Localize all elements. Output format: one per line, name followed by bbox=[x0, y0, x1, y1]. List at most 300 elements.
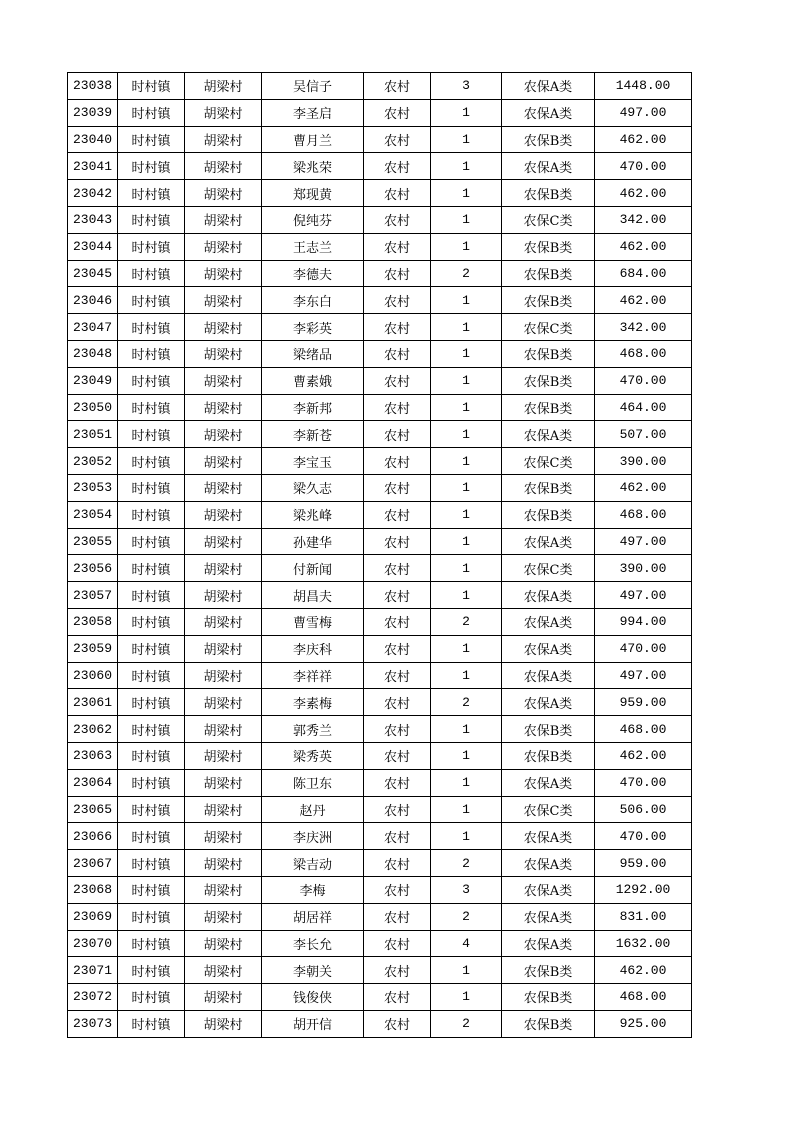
count-cell: 2 bbox=[431, 850, 502, 877]
town-cell: 时村镇 bbox=[118, 340, 185, 367]
count-cell: 2 bbox=[431, 260, 502, 287]
town-cell: 时村镇 bbox=[118, 99, 185, 126]
name-cell: 梁兆峰 bbox=[262, 501, 364, 528]
count-cell: 1 bbox=[431, 474, 502, 501]
table-row bbox=[68, 608, 692, 635]
amount-cell: 959.00 bbox=[595, 850, 692, 877]
town-cell: 时村镇 bbox=[118, 769, 185, 796]
amount-cell: 684.00 bbox=[595, 260, 692, 287]
amount-cell: 468.00 bbox=[595, 340, 692, 367]
area-type-cell: 农村 bbox=[364, 448, 431, 475]
village-cell: 胡梁村 bbox=[185, 582, 262, 609]
town-cell: 时村镇 bbox=[118, 260, 185, 287]
row-id-cell: 23057 bbox=[68, 582, 118, 609]
table-row bbox=[68, 501, 692, 528]
amount-cell: 959.00 bbox=[595, 689, 692, 716]
row-id-cell: 23066 bbox=[68, 823, 118, 850]
row-id-cell: 23051 bbox=[68, 421, 118, 448]
name-cell: 郑现黄 bbox=[262, 180, 364, 207]
count-cell: 1 bbox=[431, 340, 502, 367]
count-cell: 1 bbox=[431, 99, 502, 126]
amount-cell: 342.00 bbox=[595, 206, 692, 233]
table-row bbox=[68, 260, 692, 287]
area-type-cell: 农村 bbox=[364, 876, 431, 903]
row-id-cell: 23042 bbox=[68, 180, 118, 207]
village-cell: 胡梁村 bbox=[185, 367, 262, 394]
row-id-cell: 23043 bbox=[68, 206, 118, 233]
count-cell: 1 bbox=[431, 769, 502, 796]
name-cell: 孙建华 bbox=[262, 528, 364, 555]
table-row bbox=[68, 876, 692, 903]
table-row bbox=[68, 206, 692, 233]
amount-cell: 470.00 bbox=[595, 367, 692, 394]
town-cell: 时村镇 bbox=[118, 233, 185, 260]
row-id-cell: 23046 bbox=[68, 287, 118, 314]
category-cell: 农保A类 bbox=[502, 903, 595, 930]
amount-cell: 468.00 bbox=[595, 716, 692, 743]
table-row bbox=[68, 126, 692, 153]
name-cell: 李庆科 bbox=[262, 635, 364, 662]
count-cell: 1 bbox=[431, 823, 502, 850]
town-cell: 时村镇 bbox=[118, 1010, 185, 1037]
category-cell: 农保C类 bbox=[502, 314, 595, 341]
category-cell: 农保A类 bbox=[502, 769, 595, 796]
area-type-cell: 农村 bbox=[364, 635, 431, 662]
area-type-cell: 农村 bbox=[364, 930, 431, 957]
category-cell: 农保A类 bbox=[502, 608, 595, 635]
category-cell: 农保C类 bbox=[502, 796, 595, 823]
row-id-cell: 23049 bbox=[68, 367, 118, 394]
category-cell: 农保B类 bbox=[502, 957, 595, 984]
village-cell: 胡梁村 bbox=[185, 474, 262, 501]
village-cell: 胡梁村 bbox=[185, 260, 262, 287]
category-cell: 农保C类 bbox=[502, 206, 595, 233]
name-cell: 曹月兰 bbox=[262, 126, 364, 153]
name-cell: 梁吉动 bbox=[262, 850, 364, 877]
village-cell: 胡梁村 bbox=[185, 233, 262, 260]
area-type-cell: 农村 bbox=[364, 1010, 431, 1037]
town-cell: 时村镇 bbox=[118, 796, 185, 823]
town-cell: 时村镇 bbox=[118, 582, 185, 609]
area-type-cell: 农村 bbox=[364, 287, 431, 314]
village-cell: 胡梁村 bbox=[185, 1010, 262, 1037]
table-row bbox=[68, 716, 692, 743]
count-cell: 1 bbox=[431, 233, 502, 260]
category-cell: 农保B类 bbox=[502, 340, 595, 367]
category-cell: 农保A类 bbox=[502, 528, 595, 555]
name-cell: 梁久志 bbox=[262, 474, 364, 501]
table-row bbox=[68, 984, 692, 1011]
count-cell: 1 bbox=[431, 796, 502, 823]
village-cell: 胡梁村 bbox=[185, 99, 262, 126]
amount-cell: 470.00 bbox=[595, 635, 692, 662]
row-id-cell: 23065 bbox=[68, 796, 118, 823]
row-id-cell: 23055 bbox=[68, 528, 118, 555]
category-cell: 农保A类 bbox=[502, 876, 595, 903]
area-type-cell: 农村 bbox=[364, 206, 431, 233]
area-type-cell: 农村 bbox=[364, 984, 431, 1011]
category-cell: 农保A类 bbox=[502, 850, 595, 877]
amount-cell: 462.00 bbox=[595, 742, 692, 769]
name-cell: 李庆洲 bbox=[262, 823, 364, 850]
category-cell: 农保A类 bbox=[502, 689, 595, 716]
village-cell: 胡梁村 bbox=[185, 153, 262, 180]
row-id-cell: 23047 bbox=[68, 314, 118, 341]
town-cell: 时村镇 bbox=[118, 662, 185, 689]
row-id-cell: 23040 bbox=[68, 126, 118, 153]
row-id-cell: 23072 bbox=[68, 984, 118, 1011]
area-type-cell: 农村 bbox=[364, 126, 431, 153]
name-cell: 李梅 bbox=[262, 876, 364, 903]
area-type-cell: 农村 bbox=[364, 716, 431, 743]
town-cell: 时村镇 bbox=[118, 742, 185, 769]
table-row bbox=[68, 903, 692, 930]
amount-cell: 507.00 bbox=[595, 421, 692, 448]
table-row bbox=[68, 769, 692, 796]
amount-cell: 497.00 bbox=[595, 582, 692, 609]
row-id-cell: 23067 bbox=[68, 850, 118, 877]
area-type-cell: 农村 bbox=[364, 180, 431, 207]
table-row bbox=[68, 340, 692, 367]
village-cell: 胡梁村 bbox=[185, 903, 262, 930]
name-cell: 付新闻 bbox=[262, 555, 364, 582]
name-cell: 李德夫 bbox=[262, 260, 364, 287]
table-row bbox=[68, 555, 692, 582]
village-cell: 胡梁村 bbox=[185, 608, 262, 635]
name-cell: 梁绪品 bbox=[262, 340, 364, 367]
area-type-cell: 农村 bbox=[364, 608, 431, 635]
area-type-cell: 农村 bbox=[364, 260, 431, 287]
amount-cell: 994.00 bbox=[595, 608, 692, 635]
table-row bbox=[68, 180, 692, 207]
name-cell: 李宝玉 bbox=[262, 448, 364, 475]
row-id-cell: 23044 bbox=[68, 233, 118, 260]
count-cell: 1 bbox=[431, 984, 502, 1011]
category-cell: 农保B类 bbox=[502, 394, 595, 421]
category-cell: 农保B类 bbox=[502, 287, 595, 314]
count-cell: 1 bbox=[431, 742, 502, 769]
category-cell: 农保A类 bbox=[502, 662, 595, 689]
village-cell: 胡梁村 bbox=[185, 126, 262, 153]
row-id-cell: 23053 bbox=[68, 474, 118, 501]
row-id-cell: 23073 bbox=[68, 1010, 118, 1037]
data-table bbox=[67, 72, 692, 1038]
village-cell: 胡梁村 bbox=[185, 180, 262, 207]
table-row bbox=[68, 367, 692, 394]
town-cell: 时村镇 bbox=[118, 206, 185, 233]
table-row bbox=[68, 73, 692, 100]
table-row bbox=[68, 314, 692, 341]
name-cell: 李素梅 bbox=[262, 689, 364, 716]
table-row bbox=[68, 99, 692, 126]
village-cell: 胡梁村 bbox=[185, 850, 262, 877]
table-row bbox=[68, 448, 692, 475]
amount-cell: 464.00 bbox=[595, 394, 692, 421]
category-cell: 农保B类 bbox=[502, 501, 595, 528]
amount-cell: 470.00 bbox=[595, 823, 692, 850]
table-row bbox=[68, 287, 692, 314]
name-cell: 胡居祥 bbox=[262, 903, 364, 930]
name-cell: 李新苍 bbox=[262, 421, 364, 448]
town-cell: 时村镇 bbox=[118, 903, 185, 930]
amount-cell: 470.00 bbox=[595, 153, 692, 180]
area-type-cell: 农村 bbox=[364, 340, 431, 367]
count-cell: 1 bbox=[431, 528, 502, 555]
count-cell: 1 bbox=[431, 448, 502, 475]
row-id-cell: 23054 bbox=[68, 501, 118, 528]
table-row bbox=[68, 957, 692, 984]
area-type-cell: 农村 bbox=[364, 582, 431, 609]
town-cell: 时村镇 bbox=[118, 367, 185, 394]
row-id-cell: 23038 bbox=[68, 73, 118, 100]
town-cell: 时村镇 bbox=[118, 73, 185, 100]
name-cell: 王志兰 bbox=[262, 233, 364, 260]
amount-cell: 462.00 bbox=[595, 180, 692, 207]
category-cell: 农保B类 bbox=[502, 367, 595, 394]
table-row bbox=[68, 394, 692, 421]
category-cell: 农保C类 bbox=[502, 448, 595, 475]
village-cell: 胡梁村 bbox=[185, 957, 262, 984]
count-cell: 1 bbox=[431, 635, 502, 662]
amount-cell: 497.00 bbox=[595, 99, 692, 126]
name-cell: 李朝关 bbox=[262, 957, 364, 984]
village-cell: 胡梁村 bbox=[185, 635, 262, 662]
table-row bbox=[68, 153, 692, 180]
town-cell: 时村镇 bbox=[118, 180, 185, 207]
row-id-cell: 23058 bbox=[68, 608, 118, 635]
row-id-cell: 23050 bbox=[68, 394, 118, 421]
village-cell: 胡梁村 bbox=[185, 287, 262, 314]
row-id-cell: 23060 bbox=[68, 662, 118, 689]
row-id-cell: 23059 bbox=[68, 635, 118, 662]
area-type-cell: 农村 bbox=[364, 957, 431, 984]
table-row bbox=[68, 930, 692, 957]
village-cell: 胡梁村 bbox=[185, 448, 262, 475]
name-cell: 郭秀兰 bbox=[262, 716, 364, 743]
village-cell: 胡梁村 bbox=[185, 314, 262, 341]
category-cell: 农保A类 bbox=[502, 73, 595, 100]
name-cell: 李新邦 bbox=[262, 394, 364, 421]
count-cell: 1 bbox=[431, 287, 502, 314]
village-cell: 胡梁村 bbox=[185, 716, 262, 743]
amount-cell: 390.00 bbox=[595, 448, 692, 475]
name-cell: 倪纯芬 bbox=[262, 206, 364, 233]
name-cell: 梁兆荣 bbox=[262, 153, 364, 180]
row-id-cell: 23052 bbox=[68, 448, 118, 475]
category-cell: 农保A类 bbox=[502, 153, 595, 180]
category-cell: 农保B类 bbox=[502, 260, 595, 287]
name-cell: 胡昌夫 bbox=[262, 582, 364, 609]
row-id-cell: 23048 bbox=[68, 340, 118, 367]
count-cell: 1 bbox=[431, 394, 502, 421]
count-cell: 2 bbox=[431, 903, 502, 930]
row-id-cell: 23041 bbox=[68, 153, 118, 180]
town-cell: 时村镇 bbox=[118, 984, 185, 1011]
town-cell: 时村镇 bbox=[118, 555, 185, 582]
name-cell: 李圣启 bbox=[262, 99, 364, 126]
name-cell: 陈卫东 bbox=[262, 769, 364, 796]
amount-cell: 506.00 bbox=[595, 796, 692, 823]
area-type-cell: 农村 bbox=[364, 555, 431, 582]
village-cell: 胡梁村 bbox=[185, 742, 262, 769]
town-cell: 时村镇 bbox=[118, 689, 185, 716]
category-cell: 农保A类 bbox=[502, 635, 595, 662]
category-cell: 农保B类 bbox=[502, 180, 595, 207]
town-cell: 时村镇 bbox=[118, 608, 185, 635]
amount-cell: 1448.00 bbox=[595, 73, 692, 100]
count-cell: 1 bbox=[431, 501, 502, 528]
town-cell: 时村镇 bbox=[118, 287, 185, 314]
name-cell: 李彩英 bbox=[262, 314, 364, 341]
town-cell: 时村镇 bbox=[118, 850, 185, 877]
row-id-cell: 23039 bbox=[68, 99, 118, 126]
name-cell: 李长允 bbox=[262, 930, 364, 957]
area-type-cell: 农村 bbox=[364, 314, 431, 341]
town-cell: 时村镇 bbox=[118, 823, 185, 850]
table-row bbox=[68, 850, 692, 877]
town-cell: 时村镇 bbox=[118, 528, 185, 555]
count-cell: 1 bbox=[431, 314, 502, 341]
name-cell: 钱俊侠 bbox=[262, 984, 364, 1011]
village-cell: 胡梁村 bbox=[185, 689, 262, 716]
amount-cell: 497.00 bbox=[595, 662, 692, 689]
category-cell: 农保A类 bbox=[502, 582, 595, 609]
village-cell: 胡梁村 bbox=[185, 394, 262, 421]
area-type-cell: 农村 bbox=[364, 73, 431, 100]
table-row bbox=[68, 662, 692, 689]
amount-cell: 462.00 bbox=[595, 233, 692, 260]
count-cell: 1 bbox=[431, 206, 502, 233]
village-cell: 胡梁村 bbox=[185, 930, 262, 957]
area-type-cell: 农村 bbox=[364, 850, 431, 877]
amount-cell: 497.00 bbox=[595, 528, 692, 555]
village-cell: 胡梁村 bbox=[185, 528, 262, 555]
count-cell: 1 bbox=[431, 957, 502, 984]
name-cell: 李东白 bbox=[262, 287, 364, 314]
count-cell: 2 bbox=[431, 689, 502, 716]
count-cell: 2 bbox=[431, 608, 502, 635]
count-cell: 1 bbox=[431, 153, 502, 180]
area-type-cell: 农村 bbox=[364, 501, 431, 528]
area-type-cell: 农村 bbox=[364, 903, 431, 930]
town-cell: 时村镇 bbox=[118, 421, 185, 448]
row-id-cell: 23045 bbox=[68, 260, 118, 287]
name-cell: 曹雪梅 bbox=[262, 608, 364, 635]
town-cell: 时村镇 bbox=[118, 474, 185, 501]
village-cell: 胡梁村 bbox=[185, 421, 262, 448]
category-cell: 农保B类 bbox=[502, 716, 595, 743]
table-row bbox=[68, 635, 692, 662]
count-cell: 3 bbox=[431, 876, 502, 903]
row-id-cell: 23070 bbox=[68, 930, 118, 957]
category-cell: 农保A类 bbox=[502, 930, 595, 957]
count-cell: 1 bbox=[431, 582, 502, 609]
count-cell: 3 bbox=[431, 73, 502, 100]
area-type-cell: 农村 bbox=[364, 769, 431, 796]
category-cell: 农保A类 bbox=[502, 99, 595, 126]
town-cell: 时村镇 bbox=[118, 394, 185, 421]
table-row bbox=[68, 689, 692, 716]
town-cell: 时村镇 bbox=[118, 126, 185, 153]
area-type-cell: 农村 bbox=[364, 528, 431, 555]
area-type-cell: 农村 bbox=[364, 99, 431, 126]
village-cell: 胡梁村 bbox=[185, 73, 262, 100]
count-cell: 1 bbox=[431, 126, 502, 153]
name-cell: 梁秀英 bbox=[262, 742, 364, 769]
name-cell: 赵丹 bbox=[262, 796, 364, 823]
amount-cell: 1632.00 bbox=[595, 930, 692, 957]
table-row bbox=[68, 233, 692, 260]
category-cell: 农保B类 bbox=[502, 742, 595, 769]
village-cell: 胡梁村 bbox=[185, 662, 262, 689]
town-cell: 时村镇 bbox=[118, 314, 185, 341]
town-cell: 时村镇 bbox=[118, 716, 185, 743]
name-cell: 李祥祥 bbox=[262, 662, 364, 689]
row-id-cell: 23056 bbox=[68, 555, 118, 582]
row-id-cell: 23068 bbox=[68, 876, 118, 903]
table-row bbox=[68, 421, 692, 448]
village-cell: 胡梁村 bbox=[185, 501, 262, 528]
amount-cell: 462.00 bbox=[595, 287, 692, 314]
area-type-cell: 农村 bbox=[364, 662, 431, 689]
amount-cell: 462.00 bbox=[595, 474, 692, 501]
village-cell: 胡梁村 bbox=[185, 769, 262, 796]
category-cell: 农保B类 bbox=[502, 474, 595, 501]
town-cell: 时村镇 bbox=[118, 153, 185, 180]
town-cell: 时村镇 bbox=[118, 635, 185, 662]
count-cell: 1 bbox=[431, 367, 502, 394]
town-cell: 时村镇 bbox=[118, 930, 185, 957]
name-cell: 胡开信 bbox=[262, 1010, 364, 1037]
amount-cell: 925.00 bbox=[595, 1010, 692, 1037]
amount-cell: 462.00 bbox=[595, 126, 692, 153]
category-cell: 农保A类 bbox=[502, 823, 595, 850]
amount-cell: 390.00 bbox=[595, 555, 692, 582]
town-cell: 时村镇 bbox=[118, 501, 185, 528]
table-body bbox=[68, 73, 692, 1038]
village-cell: 胡梁村 bbox=[185, 555, 262, 582]
row-id-cell: 23061 bbox=[68, 689, 118, 716]
village-cell: 胡梁村 bbox=[185, 206, 262, 233]
village-cell: 胡梁村 bbox=[185, 876, 262, 903]
table-row bbox=[68, 474, 692, 501]
table-row bbox=[68, 528, 692, 555]
category-cell: 农保B类 bbox=[502, 984, 595, 1011]
area-type-cell: 农村 bbox=[364, 233, 431, 260]
table-row bbox=[68, 1010, 692, 1037]
amount-cell: 1292.00 bbox=[595, 876, 692, 903]
count-cell: 1 bbox=[431, 421, 502, 448]
town-cell: 时村镇 bbox=[118, 876, 185, 903]
table-row bbox=[68, 796, 692, 823]
row-id-cell: 23062 bbox=[68, 716, 118, 743]
area-type-cell: 农村 bbox=[364, 421, 431, 448]
area-type-cell: 农村 bbox=[364, 796, 431, 823]
name-cell: 吴信子 bbox=[262, 73, 364, 100]
area-type-cell: 农村 bbox=[364, 153, 431, 180]
row-id-cell: 23071 bbox=[68, 957, 118, 984]
name-cell: 曹素娥 bbox=[262, 367, 364, 394]
amount-cell: 470.00 bbox=[595, 769, 692, 796]
area-type-cell: 农村 bbox=[364, 742, 431, 769]
area-type-cell: 农村 bbox=[364, 474, 431, 501]
count-cell: 1 bbox=[431, 662, 502, 689]
amount-cell: 831.00 bbox=[595, 903, 692, 930]
row-id-cell: 23069 bbox=[68, 903, 118, 930]
count-cell: 2 bbox=[431, 1010, 502, 1037]
row-id-cell: 23064 bbox=[68, 769, 118, 796]
town-cell: 时村镇 bbox=[118, 957, 185, 984]
